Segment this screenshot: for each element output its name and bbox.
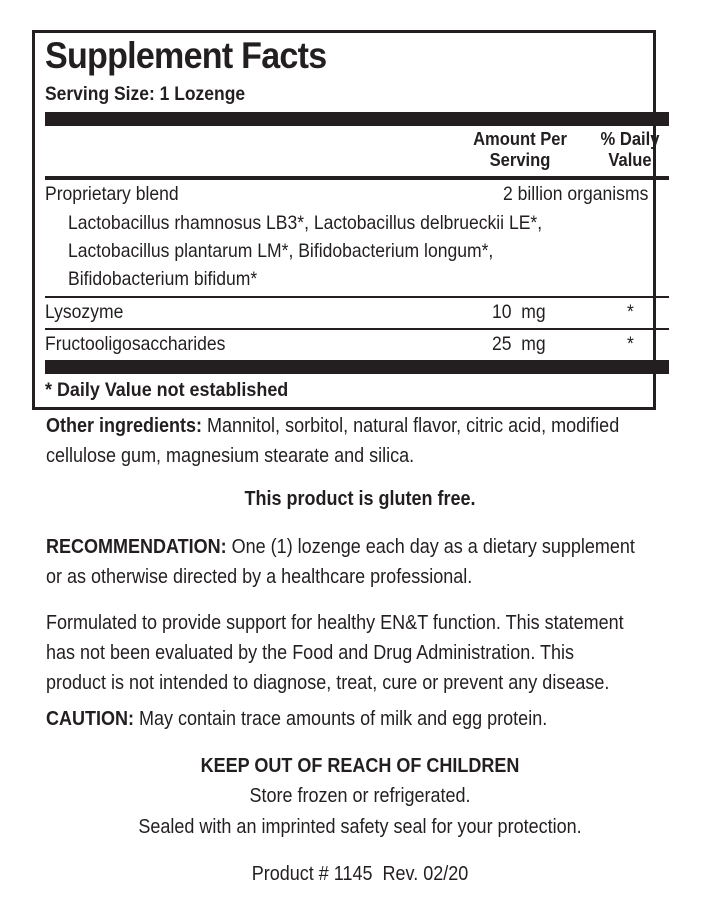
divider-bar-top: [45, 112, 669, 126]
fda-statement: [46, 608, 658, 698]
other-ingredients-text: Mannitol, sorbitol, natural flavor, citric acid, modified: [202, 415, 620, 437]
blend-ingredients-line: Bifidobacterium bifidum*: [68, 268, 258, 290]
recommendation: [46, 532, 658, 592]
gluten-free-statement: This product is gluten free.: [244, 488, 476, 510]
caution: [46, 704, 658, 734]
divider-bar-bottom: [45, 360, 669, 374]
supplement-facts-panel: [32, 30, 660, 410]
fda-statement-line: Formulated to provide support for healthy EN&T function. This statement: [46, 612, 624, 634]
safety-seal-note: Sealed with an imprinted safety seal for your protection.: [138, 816, 582, 838]
daily-value-footnote: * Daily Value not established: [45, 379, 289, 401]
child-warning: KEEP OUT OF REACH OF CHILDREN: [200, 755, 520, 777]
recommendation-label: RECOMMENDATION:: [46, 536, 227, 558]
fda-statement-line: product is not intended to diagnose, treat, cure or prevent any disease.: [46, 672, 610, 694]
header-rule: [45, 176, 669, 180]
blend-amount: 2 billion organisms: [503, 183, 649, 205]
ingredient-name-fos: Fructooligosaccharides: [45, 333, 226, 355]
storage-instructions: Store frozen or refrigerated.: [249, 785, 471, 807]
caution-text: May contain trace amounts of milk and egg protein.: [133, 708, 548, 730]
recommendation-text: or as otherwise directed by a healthcare professional.: [46, 566, 473, 588]
recommendation-text: One (1) lozenge each day as a dietary supplement: [226, 536, 635, 558]
product-code: Product # 1145 Rev. 02/20: [251, 863, 469, 885]
ingredient-dv-fos: *: [627, 333, 634, 355]
fda-statement-line: has not been evaluated by the Food and Drug Administration. This: [46, 642, 575, 664]
serving-size: Serving Size: 1 Lozenge: [45, 84, 246, 105]
ingredient-amount-fos: 25 mg: [492, 333, 546, 355]
header-daily-value: % Daily Value: [600, 129, 660, 170]
header-amount-per-serving: Amount Per Serving: [473, 129, 567, 170]
ingredient-dv-lysozyme: *: [627, 301, 634, 323]
caution-label: CAUTION:: [46, 708, 134, 730]
row-rule: [45, 296, 669, 298]
blend-ingredients-line: Lactobacillus rhamnosus LB3*, Lactobacillus delbrueckii LE*,: [68, 212, 543, 234]
row-rule: [45, 328, 669, 330]
other-ingredients-text: cellulose gum, magnesium stearate and silica.: [46, 445, 415, 467]
ingredient-amount-lysozyme: 10 mg: [492, 301, 546, 323]
blend-ingredients-line: Lactobacillus plantarum LM*, Bifidobacterium longum*,: [68, 240, 494, 262]
other-ingredients-label: Other ingredients:: [46, 415, 203, 437]
other-ingredients: [46, 411, 658, 471]
ingredient-name-lysozyme: Lysozyme: [45, 301, 124, 323]
facts-title: Supplement Facts: [45, 35, 327, 76]
blend-name: Proprietary blend: [45, 183, 179, 205]
